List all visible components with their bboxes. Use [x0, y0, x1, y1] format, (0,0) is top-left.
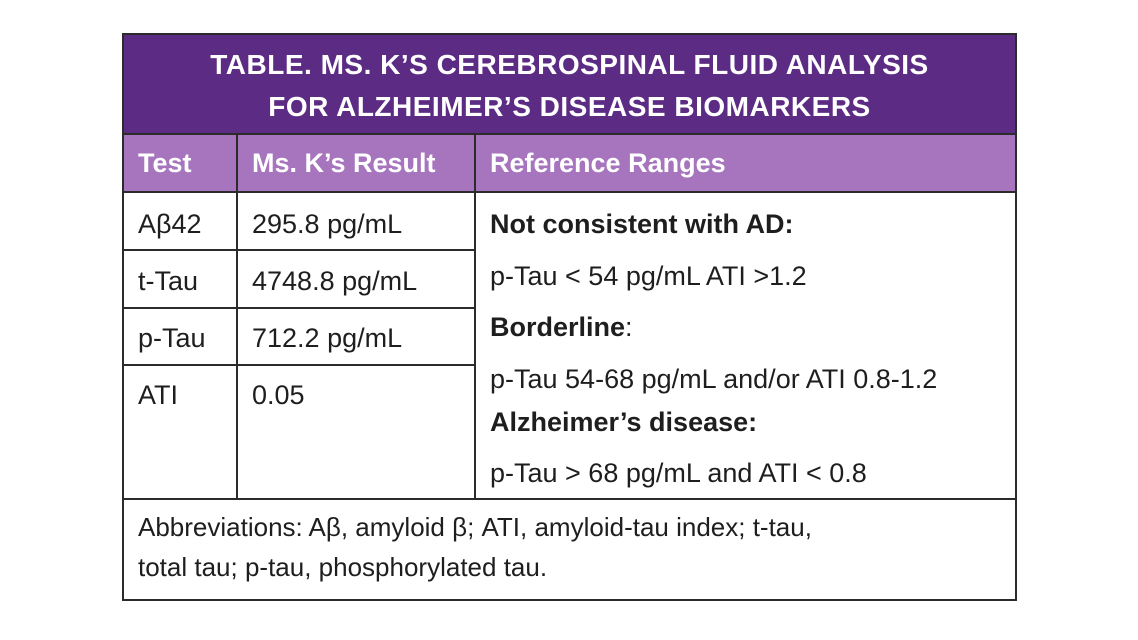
- reference-not-consistent-text: p-Tau < 54 pg/mL ATI >1.2: [490, 261, 807, 291]
- header-result: Ms. K’s Result: [252, 148, 436, 178]
- row-result-t-tau: 4748.8 pg/mL: [252, 266, 418, 296]
- footnote-line-2: total tau; p-tau, phosphorylated tau.: [138, 552, 548, 582]
- row-divider-3: [124, 364, 476, 366]
- row-result-p-tau: 712.2 pg/mL: [252, 323, 403, 353]
- reference-borderline-colon: :: [625, 312, 633, 342]
- reference-ad-heading: Alzheimer’s disease:: [490, 407, 758, 437]
- row-result-abeta42: 295.8 pg/mL: [252, 209, 403, 239]
- row-test-abeta42: Aβ42: [138, 209, 202, 239]
- column-divider-2: [474, 135, 476, 499]
- footnote-divider: [124, 498, 1015, 500]
- column-divider-1: [236, 135, 238, 499]
- table-header-row: [124, 135, 1015, 193]
- biomarker-table: [122, 33, 1017, 601]
- row-test-p-tau: p-Tau: [138, 323, 206, 353]
- row-test-t-tau: t-Tau: [138, 266, 199, 296]
- abbreviations-footnote: [138, 507, 812, 587]
- header-reference: Reference Ranges: [490, 148, 726, 178]
- reference-borderline-text: p-Tau 54-68 pg/mL and/or ATI 0.8-1.2: [490, 364, 938, 394]
- row-result-ati: 0.05: [252, 380, 305, 410]
- reference-ad-text: p-Tau > 68 pg/mL and ATI < 0.8: [490, 458, 867, 488]
- reference-borderline: [490, 312, 633, 343]
- table-title-line-1: TABLE. MS. K’S CEREBROSPINAL FLUID ANALYSIS: [210, 49, 929, 80]
- row-divider-1: [124, 249, 476, 251]
- row-test-ati: ATI: [138, 380, 178, 410]
- footnote-line-1: Abbreviations: Aβ, amyloid β; ATI, amyloid-tau index; t-tau,: [138, 512, 812, 542]
- row-divider-2: [124, 307, 476, 309]
- table-title: [124, 35, 1015, 135]
- table-title-line-2: FOR ALZHEIMER’S DISEASE BIOMARKERS: [268, 91, 871, 122]
- header-test: Test: [138, 148, 192, 178]
- reference-not-consistent-heading: Not consistent with AD:: [490, 209, 794, 239]
- reference-borderline-heading: Borderline: [490, 312, 626, 342]
